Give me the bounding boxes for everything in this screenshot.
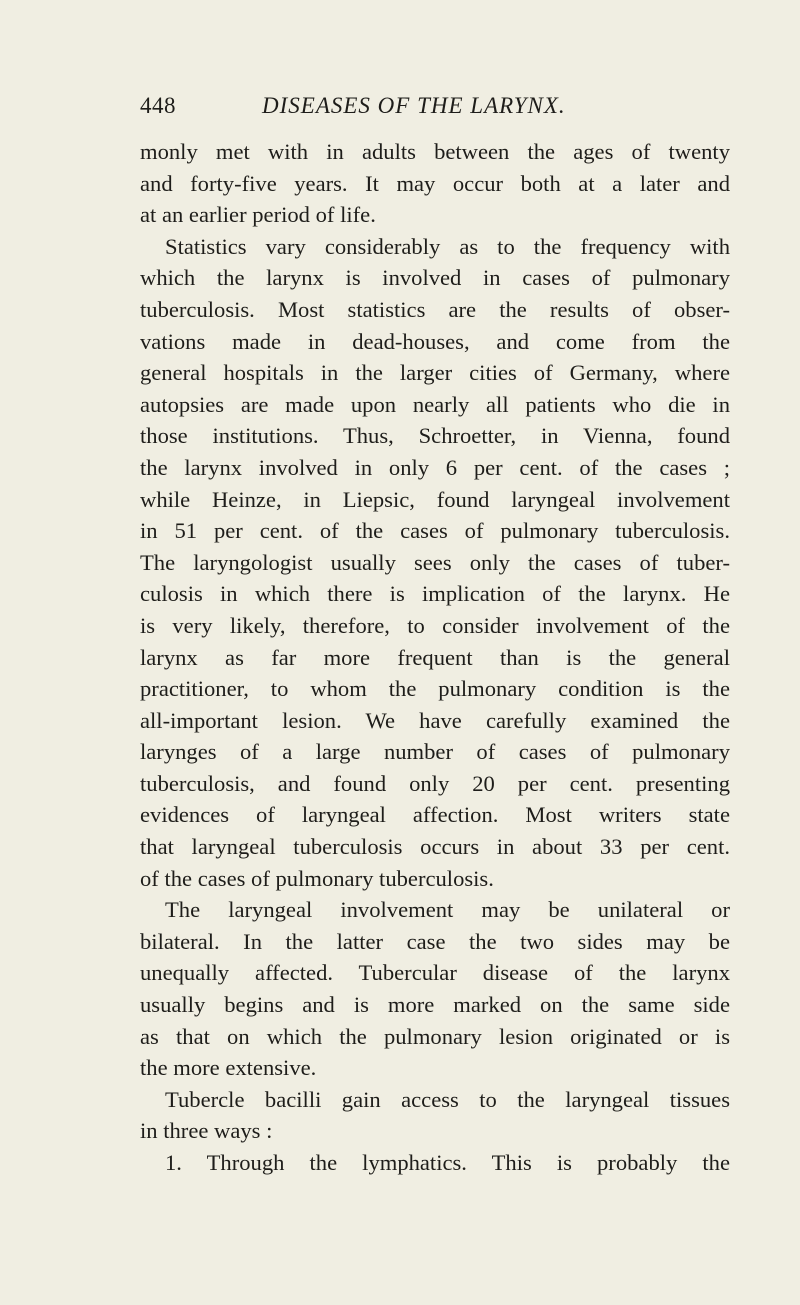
text-line: unequally affected. Tubercular disease of the larynx [140, 960, 730, 986]
text-line: Tubercle bacilli gain access to the laryngeal tissues [165, 1086, 730, 1112]
text-line: Statistics vary considerably as to the frequency with [165, 233, 730, 259]
text-line: monly met with in adults between the ages of twenty [140, 139, 730, 164]
text-line: culosis in which there is implication of the larynx. He [140, 581, 730, 607]
page-number: 448 [140, 93, 176, 118]
text-line: and forty-five years. It may occur both at a later and [140, 170, 730, 196]
text-line: the larynx involved in only 6 per cent. of the cases ; [140, 454, 730, 480]
text-line: tuberculosis. Most statistics are the results of obser- [140, 296, 730, 322]
body-text [140, 136, 730, 1179]
text-line: autopsies are made upon nearly all patients who die in [140, 391, 730, 417]
text-line: is very likely, therefore, to consider involvement of the [140, 612, 730, 638]
text-line: practitioner, to whom the pulmonary condition is the [140, 676, 730, 702]
text-line: usually begins and is more marked on the same side [140, 992, 730, 1018]
text-line: of the cases of pulmonary tuberculosis. [140, 865, 494, 891]
text-line: that laryngeal tuberculosis occurs in about 33 per cent. [140, 834, 730, 860]
running-title: DISEASES OF THE LARYNX. [262, 93, 566, 118]
text-line: in three ways : [140, 1118, 273, 1144]
running-head [140, 89, 730, 123]
text-line: general hospitals in the larger cities of Germany, where [140, 360, 730, 386]
text-line: as that on which the pulmonary lesion originated or is [140, 1023, 730, 1049]
text-line: while Heinze, in Liepsic, found laryngeal involvement [140, 486, 730, 512]
text-line: bilateral. In the latter case the two sides may be [140, 928, 730, 954]
text-line: The laryngologist usually sees only the cases of tuber- [140, 549, 730, 575]
text-line: The laryngeal involvement may be unilateral or [165, 897, 730, 923]
text-line: tuberculosis, and found only 20 per cent. presenting [140, 770, 730, 796]
text-line: larynges of a large number of cases of pulmonary [140, 739, 730, 765]
text-line: in 51 per cent. of the cases of pulmonary tuberculosis. [140, 518, 730, 544]
text-line: evidences of laryngeal affection. Most writers state [140, 802, 730, 828]
text-line: vations made in dead-houses, and come from the [140, 328, 730, 354]
text-line: larynx as far more frequent than is the general [140, 644, 730, 670]
text-line: at an earlier period of life. [140, 202, 376, 228]
text-line: which the larynx is involved in cases of pulmonary [140, 265, 730, 291]
text-line: 1. Through the lymphatics. This is probably the [165, 1150, 730, 1175]
text-line: those institutions. Thus, Schroetter, in Vienna, found [140, 423, 730, 449]
text-line: all-important lesion. We have carefully examined the [140, 707, 730, 733]
text-line: the more extensive. [140, 1055, 317, 1081]
